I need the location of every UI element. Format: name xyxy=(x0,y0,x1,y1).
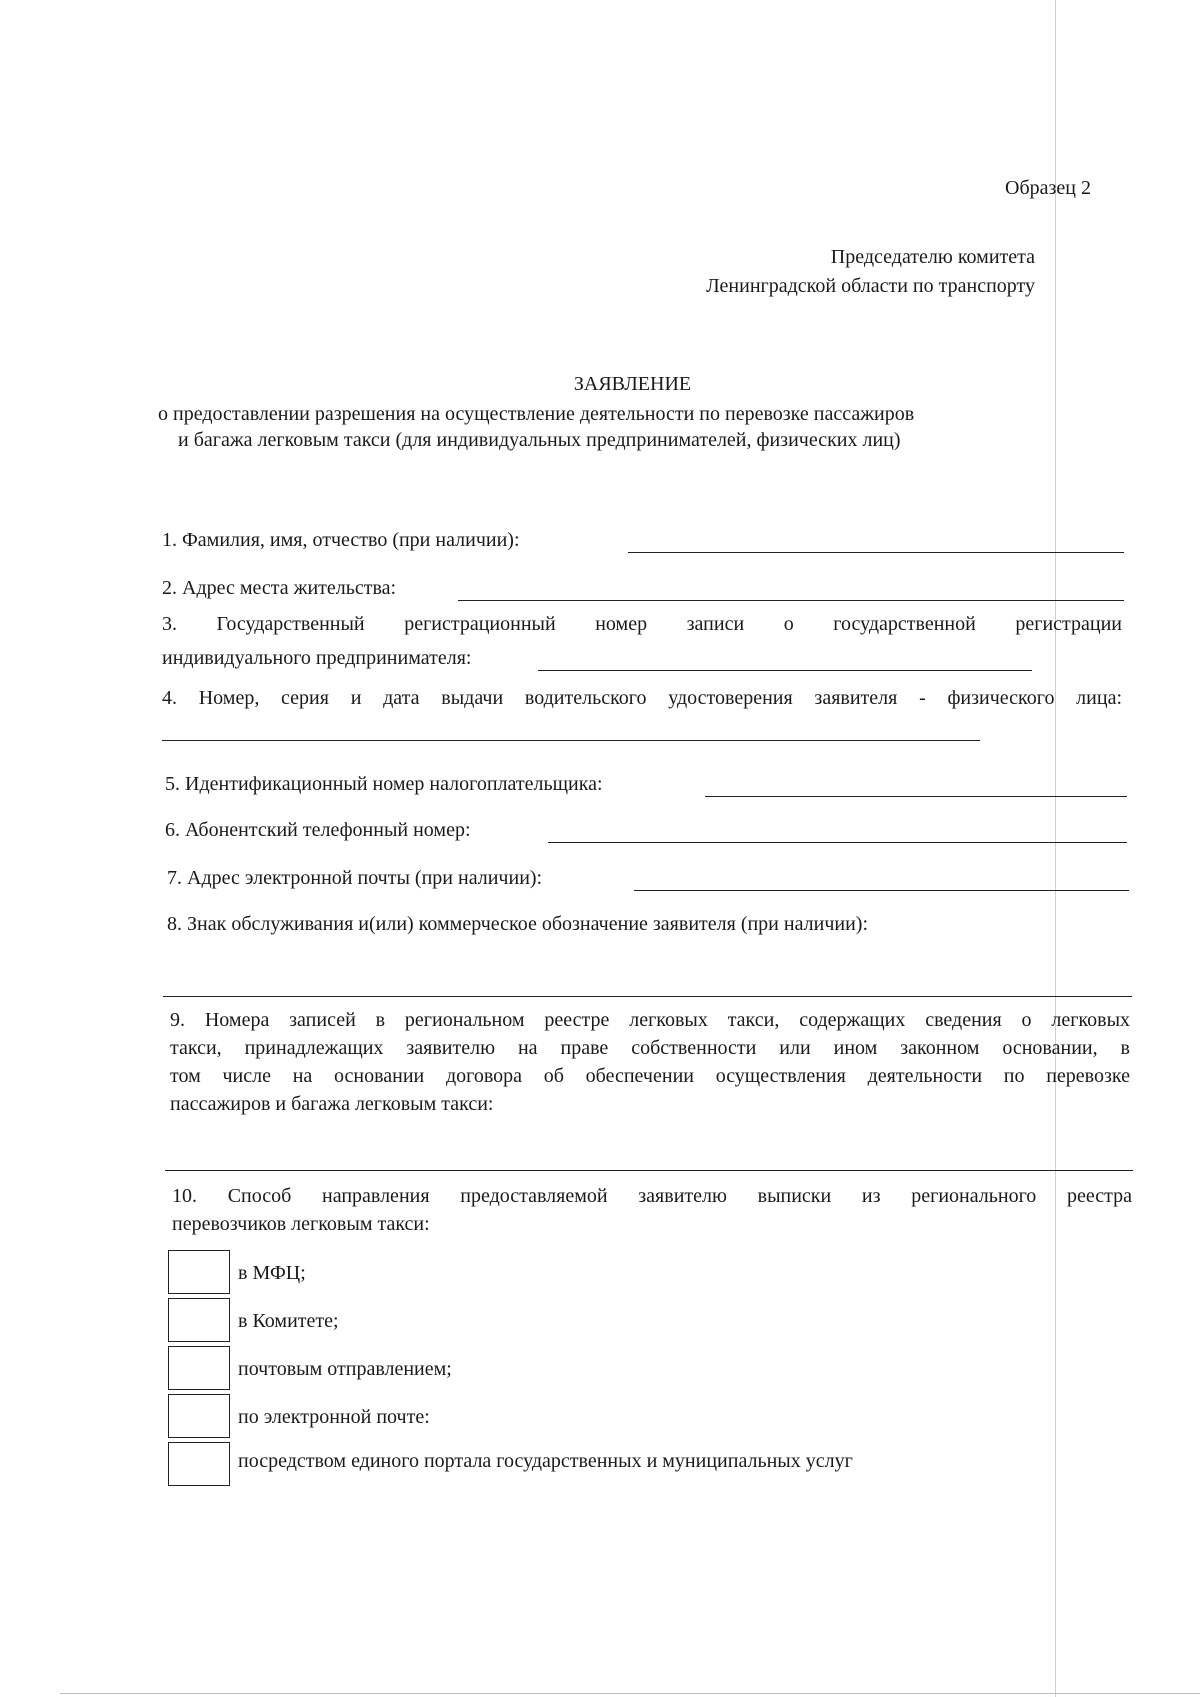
option-label-mfc: в МФЦ; xyxy=(238,1262,306,1284)
checkbox-committee[interactable] xyxy=(168,1298,230,1342)
field-2-label: 2. Адрес места жительства: xyxy=(162,577,397,599)
checkbox-email[interactable] xyxy=(168,1394,230,1438)
scan-artifact-vertical-line xyxy=(1055,0,1056,1697)
field-2-input-line[interactable] xyxy=(458,600,1124,601)
document-subtitle-line-1: о предоставлении разрешения на осуществление деятельности по перевозке пассажиров xyxy=(158,403,915,425)
field-3-label-line-1: 3. Государственный регистрационный номер записи о государственной регистрации xyxy=(162,613,1122,635)
checkbox-post[interactable] xyxy=(168,1346,230,1390)
document-subtitle-line-2: и багажа легковым такси (для индивидуальных предпринимателей, физических лиц) xyxy=(178,429,901,451)
field-10-label-line-2: перевозчиков легковым такси: xyxy=(172,1213,430,1235)
field-6-label: 6. Абонентский телефонный номер: xyxy=(165,819,471,841)
checkbox-gosuslugi-portal[interactable] xyxy=(168,1442,230,1486)
field-8-label: 8. Знак обслуживания и(или) коммерческое обозначение заявителя (при наличии): xyxy=(167,913,869,935)
scan-artifact-bottom-line xyxy=(60,1693,1200,1694)
field-6-input-line[interactable] xyxy=(548,842,1127,843)
option-label-email: по электронной почте: xyxy=(238,1406,430,1428)
field-3-label-line-2: индивидуального предпринимателя: xyxy=(162,647,472,669)
field-9-input-line[interactable] xyxy=(165,1170,1133,1171)
field-9-line-3: том числе на основании договора об обеспечении осуществления деятельности по перевозке xyxy=(170,1065,1130,1087)
field-7-label: 7. Адрес электронной почты (при наличии): xyxy=(167,867,543,889)
field-3-input-line[interactable] xyxy=(538,670,1032,671)
field-7-input-line[interactable] xyxy=(634,890,1129,891)
option-label-committee: в Комитете; xyxy=(238,1310,339,1332)
field-1-label: 1. Фамилия, имя, отчество (при наличии): xyxy=(162,529,520,551)
addressee-line-1: Председателю комитета xyxy=(830,246,1035,268)
sample-label: Образец 2 xyxy=(1005,177,1091,199)
option-label-gosuslugi-portal: посредством единого портала государственных и муниципальных услуг xyxy=(238,1450,853,1472)
field-9-line-2: такси, принадлежащих заявителю на праве собственности или ином законном основании, в xyxy=(170,1037,1130,1059)
checkbox-mfc[interactable] xyxy=(168,1250,230,1294)
addressee-line-2: Ленинградской области по транспорту xyxy=(706,275,1035,297)
field-4-label: 4. Номер, серия и дата выдачи водительского удостоверения заявителя - физического лица: xyxy=(162,687,1122,709)
option-label-post: почтовым отправлением; xyxy=(238,1358,452,1380)
field-9-line-4: пассажиров и багажа легковым такси: xyxy=(170,1093,494,1115)
field-4-input-line[interactable] xyxy=(162,740,980,741)
field-5-label: 5. Идентификационный номер налогоплательщика: xyxy=(165,773,603,795)
field-10-label-line-1: 10. Способ направления предоставляемой заявителю выписки из регионального реестра xyxy=(172,1185,1132,1207)
field-5-input-line[interactable] xyxy=(705,796,1127,797)
field-1-input-line[interactable] xyxy=(628,552,1124,553)
document-title: ЗАЯВЛЕНИЕ xyxy=(573,373,692,395)
field-9-line-1: 9. Номера записей в региональном реестре легковых такси, содержащих сведения о легковых xyxy=(170,1009,1130,1031)
field-9-label xyxy=(170,1006,1130,1118)
field-8-input-line[interactable] xyxy=(163,996,1132,997)
